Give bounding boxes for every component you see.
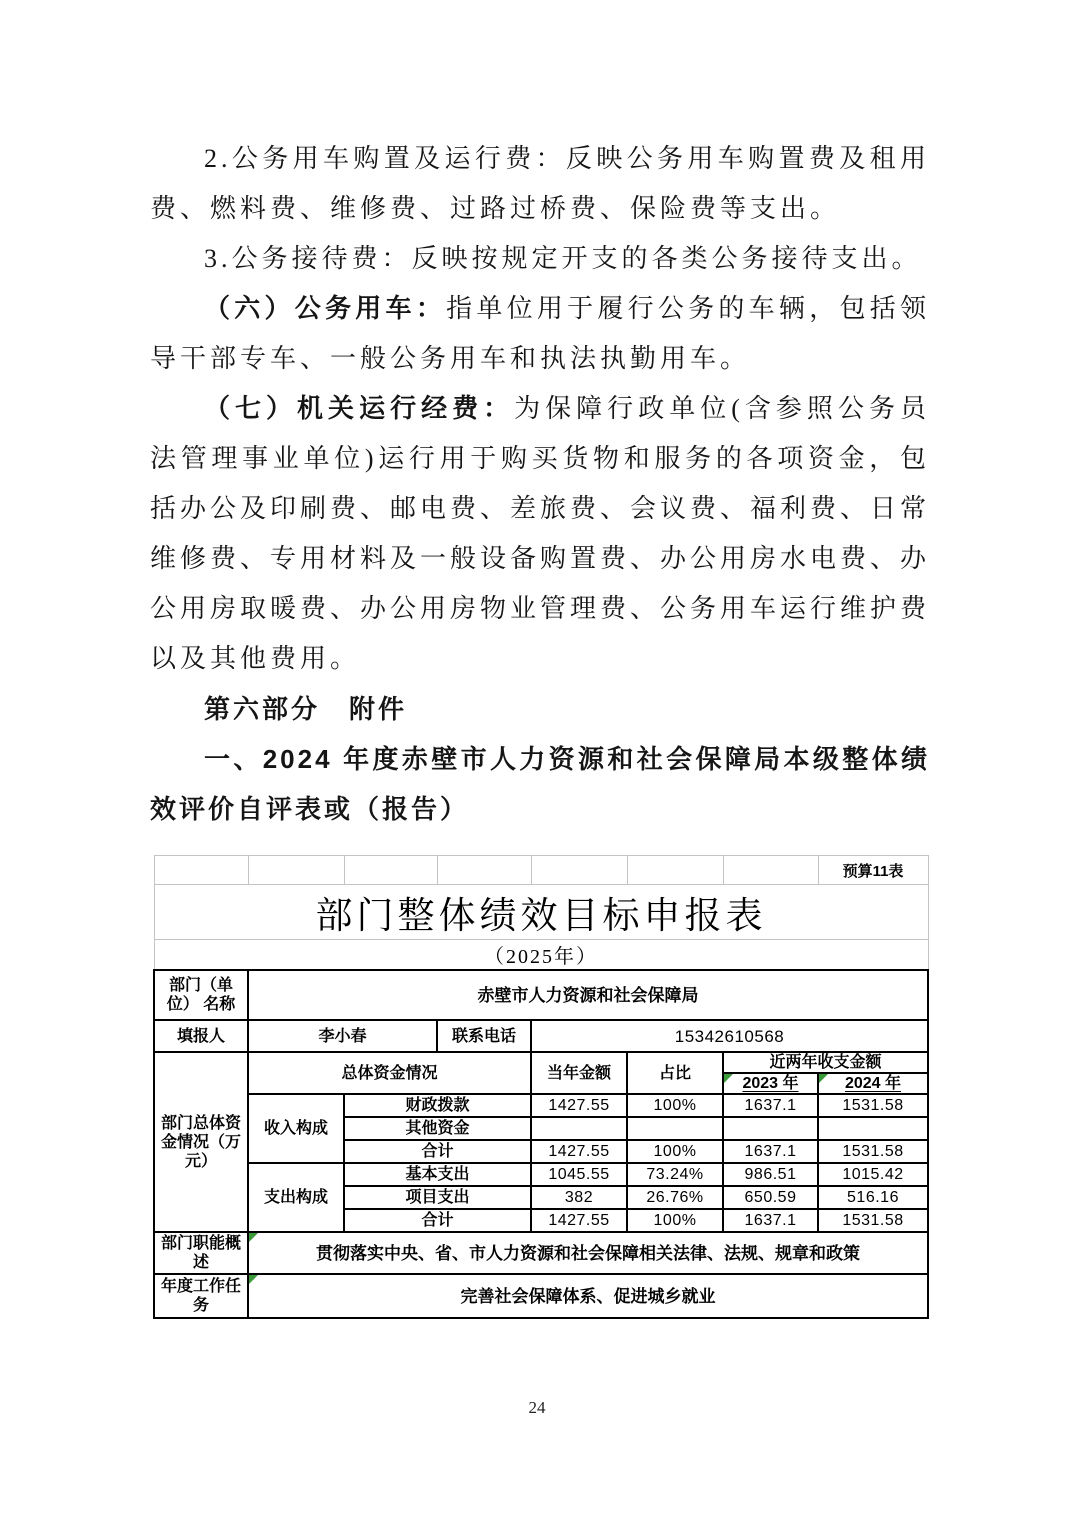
row-2023	[723, 1117, 818, 1140]
income-group-label: 收入构成	[248, 1094, 344, 1163]
current-amount-header: 当年金额	[531, 1052, 627, 1094]
row-name: 其他资金	[344, 1117, 531, 1140]
row-ratio: 26.76%	[627, 1186, 723, 1209]
filler-label: 填报人	[154, 1020, 248, 1052]
budget-table-11	[153, 855, 929, 1319]
grid-cell	[248, 856, 344, 885]
paragraph-text: 2.公务用车购置及运行费：反映公务用车购置费及租用费、燃料费、维修费、过路过桥费、保险费等支出。	[150, 144, 930, 223]
row-2024: 1015.42	[818, 1163, 928, 1186]
task-label: 年度工作任务	[154, 1274, 248, 1318]
row-amount	[531, 1117, 627, 1140]
function-overview-row	[154, 1232, 928, 1274]
row-name: 合计	[344, 1209, 531, 1232]
row-ratio: 100%	[627, 1094, 723, 1117]
table-row-fiscal-allocation	[154, 1094, 928, 1117]
table-title: 部门整体绩效目标申报表	[154, 885, 928, 940]
paragraph-text: 3.公务接待费：反映按规定开支的各类公务接待支出。	[204, 244, 922, 273]
grid-cell	[437, 856, 531, 885]
paragraph-prefix: （七）机关运行经费：	[204, 394, 515, 423]
row-name: 项目支出	[344, 1186, 531, 1209]
paragraph-text: 指单位用于履行公务的车辆，包括领导干部专车、一般公务用车和执法执勤用车。	[150, 294, 930, 373]
row-name: 财政拨款	[344, 1094, 531, 1117]
section-six-heading: 第六部分 附件	[204, 694, 408, 724]
grid-cell	[154, 856, 248, 885]
paragraph-operating-funds	[150, 384, 930, 684]
row-2023: 1637.1	[723, 1094, 818, 1117]
year-2024-text: 2024 年	[844, 1075, 902, 1092]
paragraph-text: 为保障行政单位(含参照公务员法管理事业单位)运行用于购买货物和服务的各项资金，包括办公及印刷费、邮电费、差旅费、会议费、福利费、日常维修费、专用材料及一般设备购置费、办公用房水电费、办公用房取暖费、办公用房物业管理费、公务用车运行维护费以及其他费用。	[150, 394, 931, 673]
filler-row	[154, 1020, 928, 1052]
spreadsheet-grid-row	[154, 856, 928, 885]
row-2024: 1531.58	[818, 1209, 928, 1232]
paragraph-vehicle-purchase-fee	[150, 134, 930, 234]
phone-value: 15342610568	[531, 1020, 928, 1052]
attachment-heading: 一、2024 年度赤壁市人力资源和社会保障局本级整体绩效评价自评表或（报告）	[150, 744, 930, 824]
table-subtitle: （2025年）	[154, 940, 928, 971]
row-ratio	[627, 1117, 723, 1140]
row-ratio: 100%	[627, 1209, 723, 1232]
year-2023-text: 2023 年	[742, 1075, 799, 1092]
paragraph-reception-fee	[150, 234, 930, 284]
table-row-basic-expenditure	[154, 1163, 928, 1186]
row-2024: 1531.58	[818, 1094, 928, 1117]
ratio-header: 占比	[627, 1052, 723, 1094]
table-title-row	[154, 885, 928, 940]
grid-cell	[723, 856, 818, 885]
corner-note: 预算11表	[818, 856, 928, 885]
row-name: 合计	[344, 1140, 531, 1163]
row-2023: 1637.1	[723, 1209, 818, 1232]
expense-group-label: 支出构成	[248, 1163, 344, 1232]
function-label: 部门职能概述	[154, 1232, 248, 1274]
row-name: 基本支出	[344, 1163, 531, 1186]
row-2024	[818, 1117, 928, 1140]
row-amount: 1427.55	[531, 1094, 627, 1117]
funds-header-row	[154, 1052, 928, 1073]
year-2023-header	[723, 1073, 818, 1094]
phone-label: 联系电话	[437, 1020, 531, 1052]
funds-section-label: 部门总体资金情况（万元）	[154, 1052, 248, 1232]
row-2024: 1531.58	[818, 1140, 928, 1163]
page-number: 24	[528, 1398, 546, 1417]
row-2024: 516.16	[818, 1186, 928, 1209]
function-value: 贯彻落实中央、省、市人力资源和社会保障相关法律、法规、规章和政策	[248, 1232, 928, 1274]
grid-cell	[627, 856, 723, 885]
row-2023: 650.59	[723, 1186, 818, 1209]
row-amount: 1427.55	[531, 1140, 627, 1163]
annual-task-row	[154, 1274, 928, 1318]
row-amount: 1045.55	[531, 1163, 627, 1186]
row-ratio: 100%	[627, 1140, 723, 1163]
department-value: 赤壁市人力资源和社会保障局	[248, 970, 928, 1020]
row-ratio: 73.24%	[627, 1163, 723, 1186]
recent-years-header: 近两年收支金额	[723, 1052, 928, 1073]
task-value: 完善社会保障体系、促进城乡就业	[248, 1274, 928, 1318]
overall-funds-header: 总体资金情况	[248, 1052, 531, 1094]
department-row	[154, 970, 928, 1020]
row-amount: 382	[531, 1186, 627, 1209]
body-text-block	[150, 134, 930, 834]
year-2024-header	[818, 1073, 928, 1094]
row-2023: 1637.1	[723, 1140, 818, 1163]
table-subtitle-row	[154, 940, 928, 971]
performance-target-table	[153, 855, 927, 1319]
grid-cell	[531, 856, 627, 885]
row-2023: 986.51	[723, 1163, 818, 1186]
paragraph-prefix: （六）公务用车：	[204, 294, 447, 323]
filler-value: 李小春	[248, 1020, 437, 1052]
paragraph-official-vehicles	[150, 284, 930, 384]
department-label: 部门（单位） 名称	[154, 970, 248, 1020]
row-amount: 1427.55	[531, 1209, 627, 1232]
grid-cell	[344, 856, 437, 885]
